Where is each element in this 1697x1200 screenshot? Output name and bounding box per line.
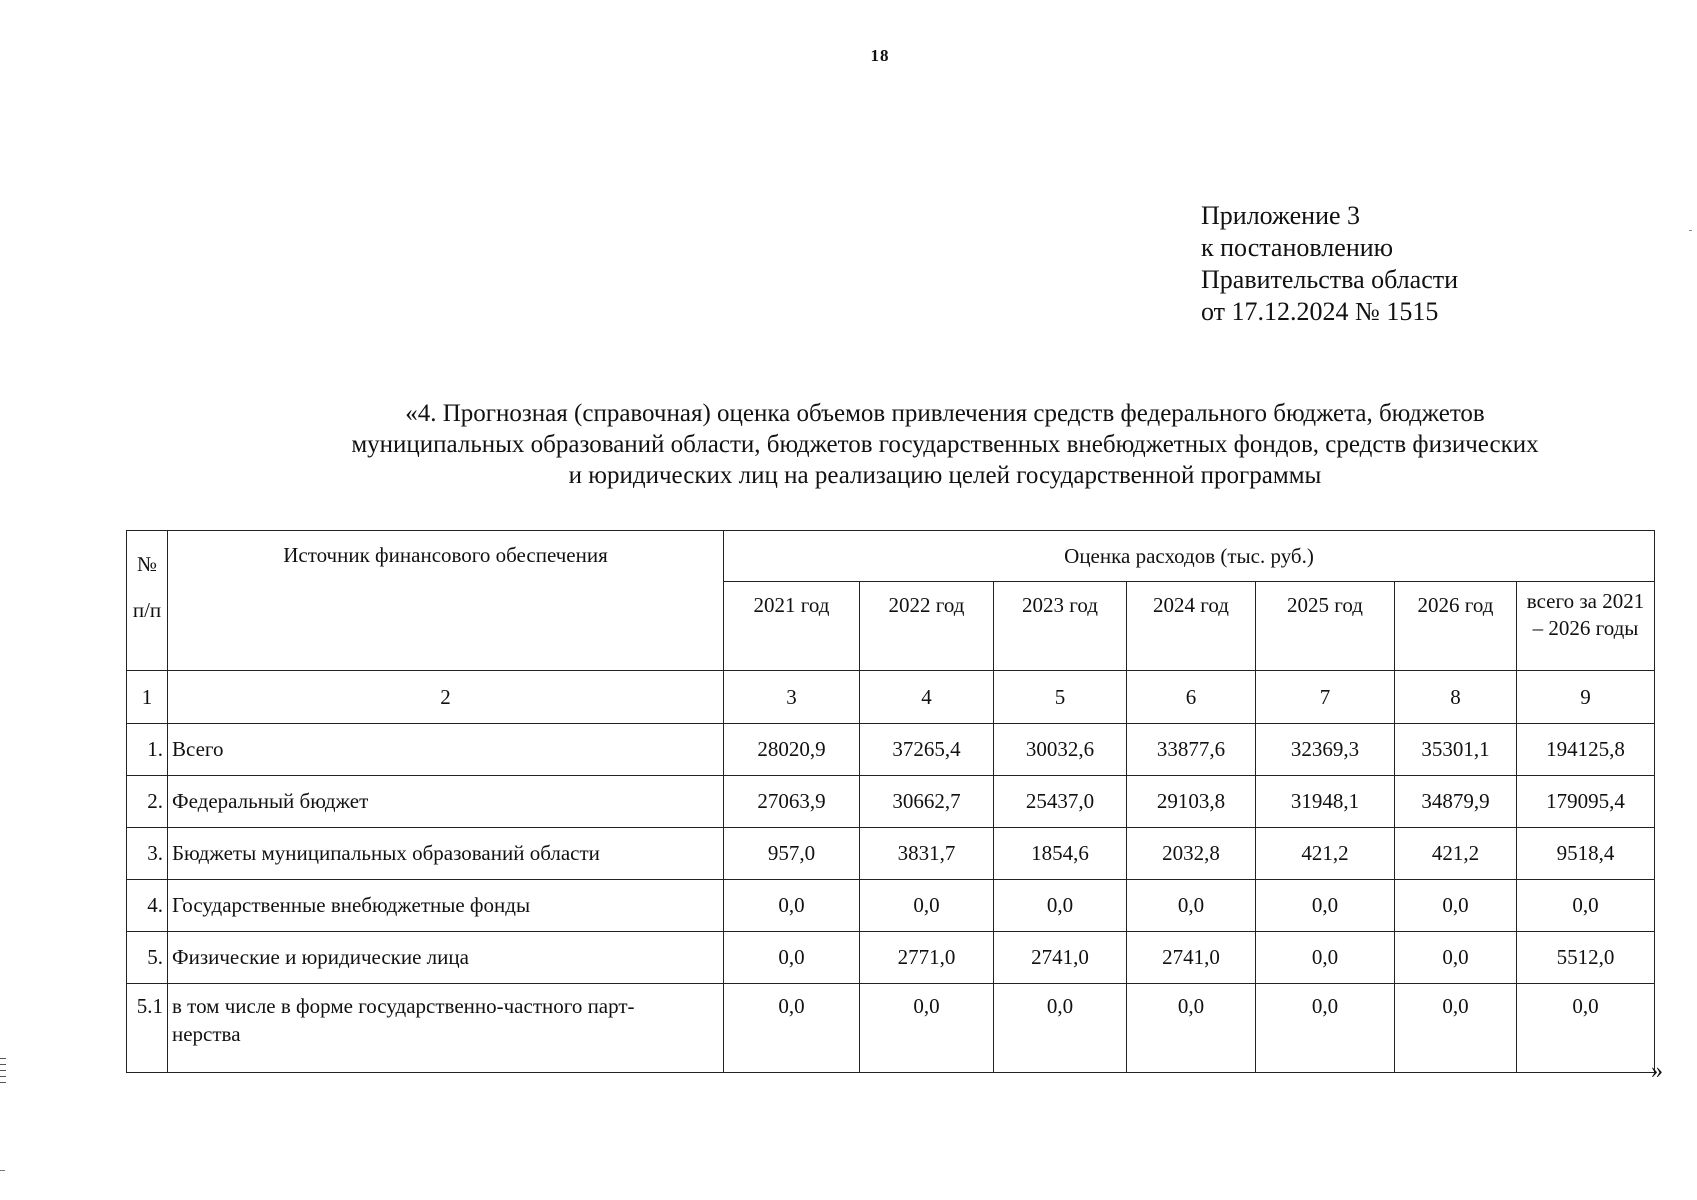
- value-cell: 421,2: [1395, 828, 1517, 880]
- total-cell: 194125,8: [1517, 724, 1655, 776]
- row-number: 1.: [127, 724, 168, 776]
- value-cell: 37265,4: [860, 724, 994, 776]
- page-number: 18: [870, 46, 890, 65]
- row-label-line: нерства: [172, 1022, 241, 1046]
- header-source: Источник финансового обеспечения: [168, 531, 724, 671]
- column-index-row: [127, 671, 1655, 724]
- header-number-abbr: п/п: [132, 598, 162, 622]
- value-cell: 0,0: [1256, 984, 1395, 1073]
- value-cell: 957,0: [724, 828, 860, 880]
- value-cell: 28020,9: [724, 724, 860, 776]
- row-number: 5.1: [127, 984, 168, 1073]
- header-year: 2024 год: [1127, 582, 1256, 671]
- row-number: 4.: [127, 880, 168, 932]
- header-number-cell: [127, 531, 168, 671]
- value-cell: 30662,7: [860, 776, 994, 828]
- row-label: Бюджеты муниципальных образований области: [168, 828, 724, 880]
- row-label: Федеральный бюджет: [168, 776, 724, 828]
- value-cell: 2032,8: [1127, 828, 1256, 880]
- column-index: 7: [1256, 671, 1395, 724]
- value-cell: 0,0: [1395, 932, 1517, 984]
- margin-marks: [0, 1058, 6, 1088]
- value-cell: 0,0: [1127, 880, 1256, 932]
- value-cell: 30032,6: [994, 724, 1127, 776]
- value-cell: 0,0: [860, 880, 994, 932]
- appendix-line: Правительства области: [1201, 265, 1459, 294]
- value-cell: 35301,1: [1395, 724, 1517, 776]
- value-cell: 0,0: [724, 880, 860, 932]
- appendix-line: от 17.12.2024 № 1515: [1201, 297, 1439, 326]
- header-year: 2023 год: [994, 582, 1127, 671]
- column-index: 3: [724, 671, 860, 724]
- row-label: Всего: [168, 724, 724, 776]
- column-index: 9: [1517, 671, 1655, 724]
- section-title-line: и юридических лиц на реализацию целей государственной программы: [568, 462, 1322, 489]
- value-cell: 2741,0: [1127, 932, 1256, 984]
- value-cell: 31948,1: [1256, 776, 1395, 828]
- total-cell: 9518,4: [1517, 828, 1655, 880]
- header-year: 2026 год: [1395, 582, 1517, 671]
- header-estimate: Оценка расходов (тыс. руб.): [724, 531, 1655, 582]
- table-row: [127, 932, 1655, 984]
- section-title-line: муниципальных образований области, бюджетов государственных внебюджетных фондов, средств физических: [351, 431, 1539, 458]
- row-label: Государственные внебюджетные фонды: [168, 880, 724, 932]
- value-cell: 2741,0: [994, 932, 1127, 984]
- row-number: 3.: [127, 828, 168, 880]
- value-cell: 1854,6: [994, 828, 1127, 880]
- table-row: [127, 984, 1655, 1073]
- table-row: [127, 828, 1655, 880]
- row-number: 5.: [127, 932, 168, 984]
- total-cell: 179095,4: [1517, 776, 1655, 828]
- table-row: [127, 880, 1655, 932]
- total-cell: 5512,0: [1517, 932, 1655, 984]
- appendix-line: к постановлению: [1201, 233, 1394, 262]
- header-number-symbol: №: [136, 552, 158, 576]
- value-cell: 421,2: [1256, 828, 1395, 880]
- value-cell: 0,0: [1256, 880, 1395, 932]
- table-row: [127, 776, 1655, 828]
- header-total: [1517, 582, 1655, 671]
- value-cell: 27063,9: [724, 776, 860, 828]
- row-number: 2.: [127, 776, 168, 828]
- column-index: 5: [994, 671, 1127, 724]
- column-index: 2: [168, 671, 724, 724]
- table-row: [127, 724, 1655, 776]
- section-title: [120, 398, 1697, 491]
- value-cell: 33877,6: [1127, 724, 1256, 776]
- value-cell: 29103,8: [1127, 776, 1256, 828]
- header-year: 2022 год: [860, 582, 994, 671]
- margin-dot: [0, 1170, 5, 1171]
- total-cell: 0,0: [1517, 880, 1655, 932]
- value-cell: 0,0: [724, 984, 860, 1073]
- column-index: 4: [860, 671, 994, 724]
- value-cell: 0,0: [1395, 880, 1517, 932]
- closing-quote: »: [1651, 1058, 1663, 1084]
- value-cell: 0,0: [1127, 984, 1256, 1073]
- value-cell: 25437,0: [994, 776, 1127, 828]
- column-index: 6: [1127, 671, 1256, 724]
- value-cell: 2771,0: [860, 932, 994, 984]
- column-index: 1: [127, 671, 168, 724]
- value-cell: 34879,9: [1395, 776, 1517, 828]
- value-cell: 0,0: [994, 984, 1127, 1073]
- funding-estimate-table: [126, 530, 1655, 1073]
- value-cell: 0,0: [860, 984, 994, 1073]
- header-total-line: всего за 2021: [1526, 589, 1645, 613]
- appendix-block: [1201, 200, 1458, 328]
- header-total-line: – 2026 годы: [1532, 616, 1639, 640]
- value-cell: 0,0: [994, 880, 1127, 932]
- value-cell: 32369,3: [1256, 724, 1395, 776]
- edge-dot: [1689, 230, 1692, 231]
- header-year: 2025 год: [1256, 582, 1395, 671]
- value-cell: 0,0: [1395, 984, 1517, 1073]
- total-cell: 0,0: [1517, 984, 1655, 1073]
- column-index: 8: [1395, 671, 1517, 724]
- row-label: [168, 984, 724, 1073]
- appendix-line: Приложение 3: [1201, 201, 1361, 230]
- value-cell: 0,0: [1256, 932, 1395, 984]
- row-label-line: в том числе в форме государственно-частного парт-: [172, 994, 635, 1018]
- section-title-line: «4. Прогнозная (справочная) оценка объемов привлечения средств федерального бюджета, бюджетов: [405, 400, 1485, 427]
- value-cell: 0,0: [724, 932, 860, 984]
- value-cell: 3831,7: [860, 828, 994, 880]
- row-label: Физические и юридические лица: [168, 932, 724, 984]
- header-year: 2021 год: [724, 582, 860, 671]
